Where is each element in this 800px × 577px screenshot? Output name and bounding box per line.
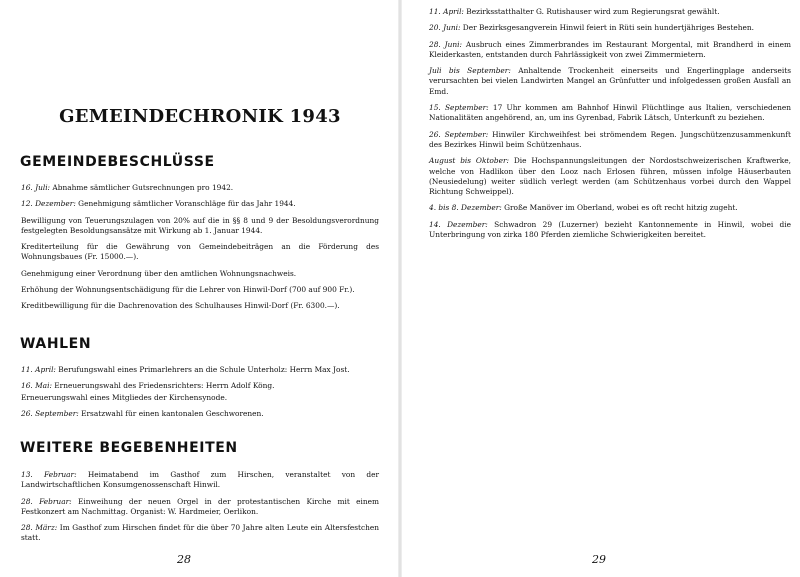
entry-text: Kreditbewilligung für die Dachrenovation des Schulhauses Hinwil-Dorf (Fr. 6300.—). <box>21 301 340 311</box>
page-number-left: 28 <box>177 553 191 566</box>
entry-text: Ausbruch eines Zimmerbrandes im Restaurant Morgental, mit Brandherd in einem Kleiderkasten, entstanden durch Fahrlässigkeit von zwei Zimmermietern. <box>429 39 791 59</box>
entry-date: August bis Oktober: <box>429 156 510 166</box>
chronicle-entry <box>21 285 379 295</box>
right-page <box>400 0 800 577</box>
chronicle-entry <box>429 40 791 61</box>
entry-date: 26. September: <box>429 129 489 139</box>
section-entries-weitere-begebenheiten <box>21 470 379 550</box>
entry-date: 28. Februar: <box>21 496 72 506</box>
section-entries-gemeindebeschluesse <box>21 183 379 318</box>
section-entries-wahlen <box>21 365 379 425</box>
chronicle-entry <box>429 23 791 33</box>
entry-text: Bezirksstatthalter G. Rutishauser wird zum Regierungsrat gewählt. <box>463 7 720 16</box>
entry-text: Erneuerungswahl des Friedensrichters: Herrn Adolf Köng. <box>51 381 275 391</box>
chronicle-entry <box>21 381 379 391</box>
page-number-right: 29 <box>592 553 606 566</box>
entry-text: 17 Uhr kommen am Bahnhof Hinwil Flüchtlinge aus Italien, verschiedenen Nationalitäten angehörend, an, um ins Gyrenbad, Fabrik Lätsch, Unterkunft zu beziehen. <box>429 103 791 123</box>
entry-date: 28. Juni: <box>429 39 462 49</box>
right-page-entries <box>429 7 791 246</box>
chronicle-entry <box>21 301 379 311</box>
chronicle-entry <box>429 7 791 17</box>
entry-text: Große Manöver im Oberland, wobei es oft recht hitzig zugeht. <box>501 203 738 213</box>
entry-date: 12. Dezember: <box>21 199 76 209</box>
entry-date: Juli bis September: <box>429 66 511 76</box>
entry-date: 16. Juli: <box>21 183 51 192</box>
entry-date: 26. September: <box>21 408 79 418</box>
entry-text: Heimatabend im Gasthof zum Hirschen, veranstaltet von der Landwirtschaftlichen Konsumgenossenschaft Hinwil. <box>21 470 379 490</box>
chronicle-entry <box>21 497 379 518</box>
chronicle-entry <box>429 130 791 151</box>
entry-text: Erhöhung der Wohnungsentschädigung für die Lehrer von Hinwil-Dorf (700 auf 900 Fr.). <box>21 285 355 295</box>
chronicle-entry <box>21 523 379 544</box>
entry-text: Berufungswahl eines Primarlehrers an die Schule Unterholz: Herrn Max Jost. <box>55 365 350 374</box>
entry-text: Schwadron 29 (Luzerner) bezieht Kantonnemente in Hinwil, wobei die Unterbringung von zirka 180 Pferden ziemliche Schwierigkeiten bereitet. <box>429 219 791 240</box>
chronicle-entry <box>429 203 791 213</box>
chronicle-entry <box>21 365 379 375</box>
entry-date: 13. Februar: <box>21 470 77 479</box>
entry-date: 28. März: <box>21 523 58 533</box>
entry-text: Krediterteilung für die Gewährung von Gemeindebeiträgen an die Förderung des Wohnungsbaues (Fr. 15000.—). <box>21 242 379 262</box>
entry-text: Die Hochspannungsleitungen der Nordostschweizerischen Kraftwerke, welche von Hadlikon über den Looz nach Erlosen führen, müssen infolge Häuserbauten (Neusiedelung) weiter südlich verlegt werden (am Schützenhaus vorbei durch den Wappel Richtung Schweippel). <box>429 156 791 197</box>
entry-text: Ersatzwahl für einen kantonalen Geschworenen. <box>78 408 264 418</box>
chronicle-entry <box>21 216 379 237</box>
entry-date: 11. April: <box>429 7 464 16</box>
chronicle-entry <box>21 269 379 279</box>
chronicle-entry <box>21 409 379 419</box>
entry-text: Genehmigung sämtlicher Voranschläge für das Jahr 1944. <box>75 199 296 209</box>
entry-date: 14. Dezember: <box>429 219 488 229</box>
entry-text: Hinwiler Kirchweihfest bei strömendem Regen. Jungschützenzusammenkunft des Bezirkes Hinwil beim Schützenhaus. <box>429 129 791 149</box>
entry-text: Abnahme sämtlicher Gutsrechnungen pro 1942. <box>50 183 234 192</box>
entry-text: Im Gasthof zum Hirschen findet für die über 70 Jahre alten Leute ein Altersfestchen statt. <box>21 523 380 543</box>
chronicle-entry <box>21 470 379 491</box>
entry-date: 20. Juni: <box>429 23 461 33</box>
chronicle-entry <box>429 156 791 197</box>
chronicle-title: GEMEINDECHRONIK 1943 <box>59 106 341 127</box>
entry-text: Der Bezirksgesangverein Hinwil feiert in Rüti sein hundertjähriges Bestehen. <box>460 23 755 33</box>
section-heading-wahlen: WAHLEN <box>20 336 92 352</box>
chronicle-entry <box>21 183 379 193</box>
entry-text: Einweihung der neuen Orgel in der protestantischen Kirche mit einem Festkonzert am Nachmittag. Organist: W. Hardmeier, Oerlikon. <box>21 496 379 516</box>
entry-date: 4. bis 8. Dezember: <box>429 203 502 213</box>
entry-date: 16. Mai: <box>21 381 52 391</box>
chronicle-entry <box>429 220 791 241</box>
section-heading-gemeindebeschluesse: GEMEINDEBESCHLÜSSE <box>20 154 215 170</box>
chronicle-entry <box>21 242 379 263</box>
chronicle-entry <box>21 393 379 403</box>
entry-text: Genehmigung einer Verordnung über den amtlichen Wohnungsnachweis. <box>21 268 297 278</box>
section-heading-weitere-begebenheiten: WEITERE BEGEBENHEITEN <box>20 440 238 456</box>
entry-date: 11. April: <box>21 365 56 374</box>
entry-date: 15. September: <box>429 103 489 113</box>
chronicle-entry <box>429 103 791 124</box>
entry-text: Bewilligung von Teuerungszulagen von 20% auf die in §§ 8 und 9 der Besoldungsverordnung festgelegten Besoldungsansätze mit Wirkung ab 1. Januar 1944. <box>21 215 379 235</box>
entry-text: Anhaltende Trockenheit einerseits und Engerlingplage anderseits verursachten bei vielen Landwirten Mangel an Grünfutter und infolgedessen großen Ausfall an Emd. <box>429 66 791 96</box>
chronicle-entry <box>21 199 379 209</box>
entry-text: Erneuerungswahl eines Mitgliedes der Kirchensynode. <box>21 392 228 402</box>
chronicle-entry <box>429 66 791 97</box>
